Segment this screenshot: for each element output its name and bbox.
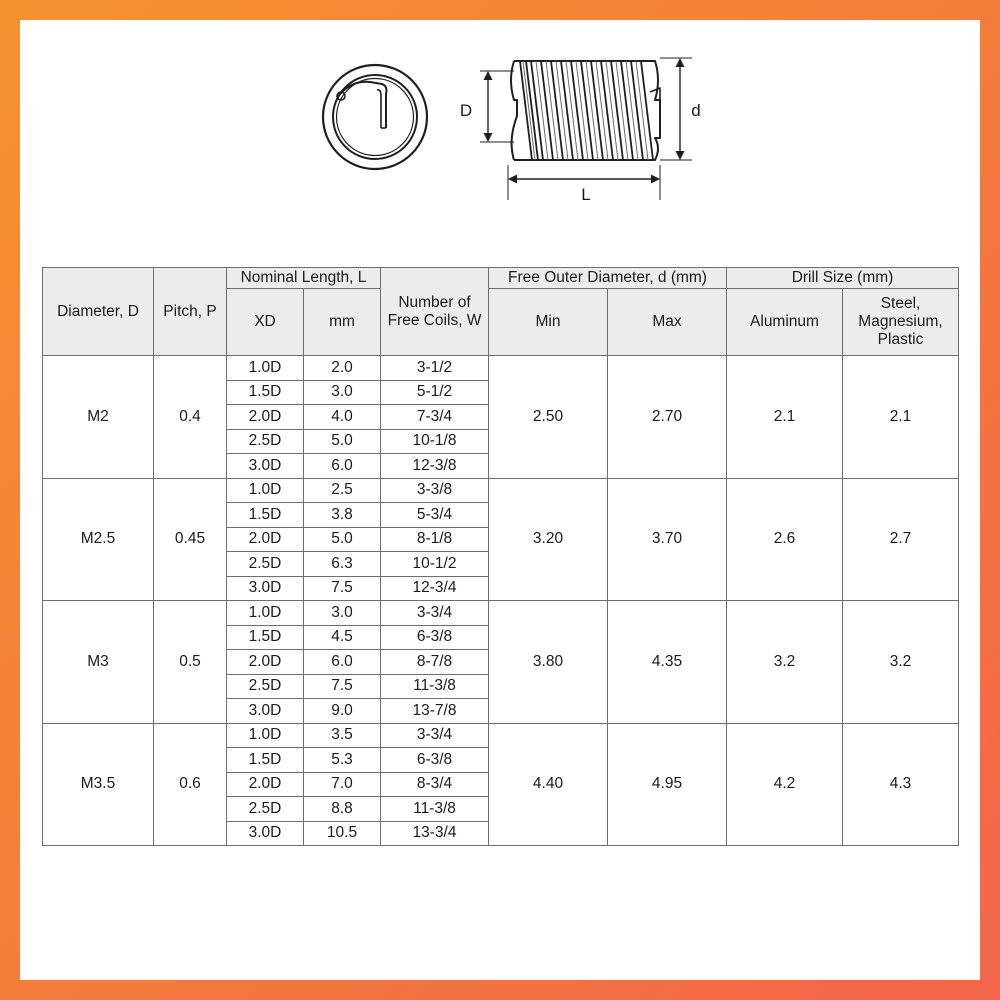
- header-min: Min: [489, 289, 608, 356]
- cell-coils: 8-3/4: [381, 772, 489, 797]
- header-nominal-length: Nominal Length, L: [227, 268, 381, 289]
- cell-mm: 7.5: [304, 674, 381, 699]
- cell-xd: 1.5D: [227, 748, 304, 773]
- cell-steel: 2.7: [843, 478, 959, 601]
- cell-xd: 2.0D: [227, 405, 304, 430]
- cell-coils: 3-3/8: [381, 478, 489, 503]
- dimension-label-D: D: [459, 101, 473, 120]
- header-diameter: Diameter, D: [43, 268, 154, 356]
- cell-xd: 1.0D: [227, 601, 304, 626]
- table-row: [43, 601, 959, 626]
- table-row: [43, 356, 959, 381]
- header-pitch: Pitch, P: [154, 268, 227, 356]
- cell-min: 3.80: [489, 601, 608, 724]
- dimension-d-outer: [660, 58, 692, 160]
- cell-mm: 3.0: [304, 601, 381, 626]
- cell-steel: 2.1: [843, 356, 959, 479]
- header-free-outer-diameter: Free Outer Diameter, d (mm): [489, 268, 727, 289]
- cell-xd: 3.0D: [227, 699, 304, 724]
- cell-aluminum: 4.2: [727, 723, 843, 846]
- cell-xd: 2.5D: [227, 552, 304, 577]
- cell-mm: 3.8: [304, 503, 381, 528]
- cell-coils: 12-3/8: [381, 454, 489, 479]
- cell-mm: 5.3: [304, 748, 381, 773]
- cell-xd: 2.0D: [227, 772, 304, 797]
- cell-coils: 3-1/2: [381, 356, 489, 381]
- cell-xd: 1.5D: [227, 380, 304, 405]
- cell-mm: 2.5: [304, 478, 381, 503]
- cell-xd: 3.0D: [227, 576, 304, 601]
- cell-coils: 3-3/4: [381, 723, 489, 748]
- cell-coils: 6-3/8: [381, 625, 489, 650]
- cell-coils: 8-1/8: [381, 527, 489, 552]
- cell-xd: 1.0D: [227, 723, 304, 748]
- spec-table: [42, 267, 959, 846]
- cell-max: 3.70: [608, 478, 727, 601]
- cell-xd: 1.5D: [227, 625, 304, 650]
- cell-diameter: M3.5: [43, 723, 154, 846]
- cell-diameter: M2.5: [43, 478, 154, 601]
- cell-coils: 13-7/8: [381, 699, 489, 724]
- header-row-1: [43, 268, 959, 289]
- cell-mm: 4.0: [304, 405, 381, 430]
- cell-xd: 2.5D: [227, 429, 304, 454]
- cell-min: 3.20: [489, 478, 608, 601]
- cell-max: 2.70: [608, 356, 727, 479]
- cell-xd: 1.0D: [227, 356, 304, 381]
- cell-xd: 3.0D: [227, 454, 304, 479]
- cell-mm: 3.0: [304, 380, 381, 405]
- cell-max: 4.35: [608, 601, 727, 724]
- header-steel: Steel, Magnesium, Plastic: [843, 289, 959, 356]
- insert-side-view-icon: [511, 61, 660, 160]
- cell-xd: 2.5D: [227, 674, 304, 699]
- header-max: Max: [608, 289, 727, 356]
- cell-steel: 3.2: [843, 601, 959, 724]
- dimension-d-inner: [480, 71, 514, 142]
- cell-min: 2.50: [489, 356, 608, 479]
- cell-mm: 5.0: [304, 429, 381, 454]
- cell-coils: 10-1/8: [381, 429, 489, 454]
- cell-coils: 5-3/4: [381, 503, 489, 528]
- cell-coils: 7-3/4: [381, 405, 489, 430]
- cell-diameter: M2: [43, 356, 154, 479]
- cell-pitch: 0.6: [154, 723, 227, 846]
- cell-mm: 6.0: [304, 454, 381, 479]
- header-free-coils: Number of Free Coils, W: [381, 268, 489, 356]
- cell-aluminum: 2.6: [727, 478, 843, 601]
- header-xd: XD: [227, 289, 304, 356]
- table-row: [43, 478, 959, 503]
- cell-coils: 5-1/2: [381, 380, 489, 405]
- cell-min: 4.40: [489, 723, 608, 846]
- cell-mm: 3.5: [304, 723, 381, 748]
- cell-mm: 7.5: [304, 576, 381, 601]
- cell-xd: 3.0D: [227, 821, 304, 846]
- dimension-label-L: L: [581, 185, 591, 204]
- cell-coils: 13-3/4: [381, 821, 489, 846]
- table-row: [43, 723, 959, 748]
- dimension-label-d: d: [691, 101, 701, 120]
- cell-pitch: 0.45: [154, 478, 227, 601]
- cell-mm: 8.8: [304, 797, 381, 822]
- cell-mm: 7.0: [304, 772, 381, 797]
- cell-xd: 1.5D: [227, 503, 304, 528]
- cell-pitch: 0.5: [154, 601, 227, 724]
- cell-coils: 8-7/8: [381, 650, 489, 675]
- cell-mm: 10.5: [304, 821, 381, 846]
- cell-mm: 6.3: [304, 552, 381, 577]
- cell-xd: 2.5D: [227, 797, 304, 822]
- cell-steel: 4.3: [843, 723, 959, 846]
- cell-mm: 4.5: [304, 625, 381, 650]
- cell-aluminum: 2.1: [727, 356, 843, 479]
- header-mm: mm: [304, 289, 381, 356]
- cell-pitch: 0.4: [154, 356, 227, 479]
- cell-coils: 6-3/8: [381, 748, 489, 773]
- cell-diameter: M3: [43, 601, 154, 724]
- cell-coils: 11-3/8: [381, 797, 489, 822]
- cell-mm: 5.0: [304, 527, 381, 552]
- header-drill-size: Drill Size (mm): [727, 268, 959, 289]
- cell-mm: 2.0: [304, 356, 381, 381]
- cell-coils: 3-3/4: [381, 601, 489, 626]
- insert-end-view-icon: [323, 65, 427, 169]
- cell-xd: 1.0D: [227, 478, 304, 503]
- cell-mm: 9.0: [304, 699, 381, 724]
- cell-xd: 2.0D: [227, 650, 304, 675]
- header-aluminum: Aluminum: [727, 289, 843, 356]
- cell-coils: 11-3/8: [381, 674, 489, 699]
- cell-max: 4.95: [608, 723, 727, 846]
- cell-coils: 12-3/4: [381, 576, 489, 601]
- thread-insert-diagram: [20, 20, 980, 260]
- cell-coils: 10-1/2: [381, 552, 489, 577]
- cell-xd: 2.0D: [227, 527, 304, 552]
- cell-mm: 6.0: [304, 650, 381, 675]
- content-panel: [20, 20, 980, 980]
- cell-aluminum: 3.2: [727, 601, 843, 724]
